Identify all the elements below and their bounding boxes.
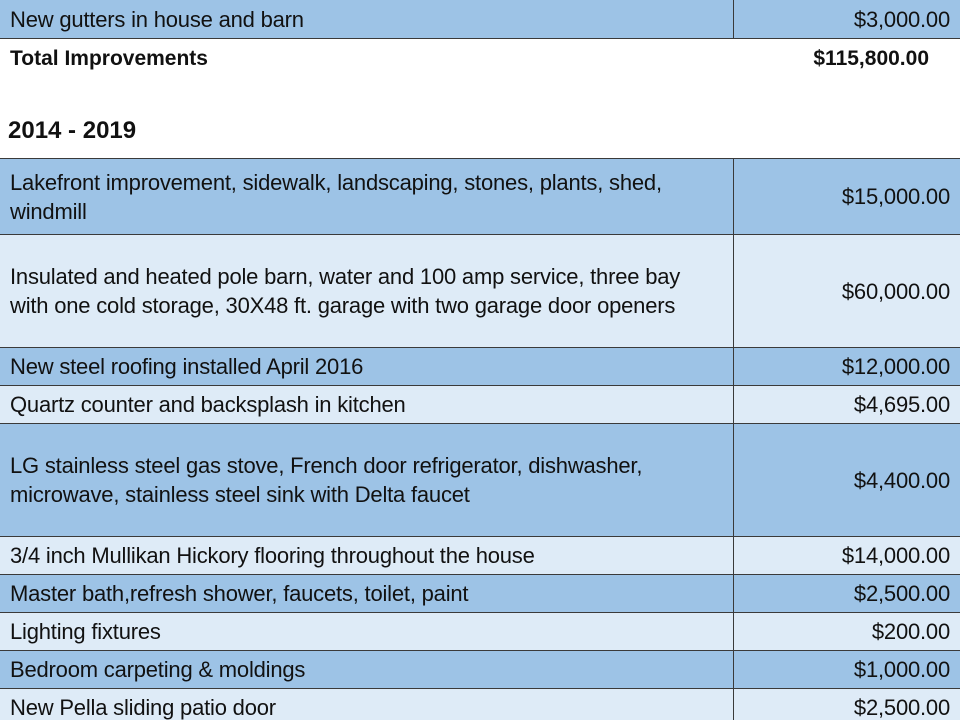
table-row-gutters: [0, 0, 960, 39]
table-row: [0, 348, 960, 386]
row-amount: $2,500.00: [733, 575, 960, 612]
row-description: New steel roofing installed April 2016: [10, 354, 364, 379]
table-row: [0, 158, 960, 235]
table-row: [0, 386, 960, 424]
row-description: 3/4 inch Mullikan Hickory flooring throughout the house: [10, 543, 535, 568]
row-description: New Pella sliding patio door: [10, 695, 276, 720]
row-description: Bedroom carpeting & moldings: [10, 657, 306, 682]
row-amount: $1,000.00: [733, 651, 960, 688]
total-improvements: [0, 39, 960, 81]
table-row: [0, 575, 960, 613]
total-amount: $115,800.00: [813, 47, 929, 70]
table-row: [0, 235, 960, 348]
row-amount: $14,000.00: [733, 537, 960, 574]
row-amount: $4,400.00: [733, 424, 960, 536]
row-description: New gutters in house and barn: [10, 6, 304, 32]
row-description: Insulated and heated pole barn, water and 100 amp service, three bay with one cold storage, 30X48 ft. garage with two garage door openers: [10, 264, 681, 318]
table-row: [0, 651, 960, 689]
row-amount: $15,000.00: [733, 159, 960, 234]
row-description: Quartz counter and backsplash in kitchen: [10, 392, 406, 417]
row-amount: $12,000.00: [733, 348, 960, 385]
total-label: Total Improvements: [10, 47, 208, 70]
table-row: [0, 424, 960, 537]
row-description: Master bath,refresh shower, faucets, toilet, paint: [10, 581, 469, 606]
table-row: [0, 537, 960, 575]
row-amount: $60,000.00: [733, 235, 960, 347]
section-heading: 2014 - 2019: [8, 117, 137, 144]
table-row: [0, 689, 960, 720]
row-description: Lakefront improvement, sidewalk, landscaping, stones, plants, shed, windmill: [10, 169, 662, 224]
row-amount: $3,000.00: [733, 0, 960, 38]
row-amount: $4,695.00: [733, 386, 960, 423]
row-description: Lighting fixtures: [10, 619, 161, 644]
row-amount: $2,500.00: [733, 689, 960, 720]
row-amount: $200.00: [733, 613, 960, 650]
row-description: LG stainless steel gas stove, French door refrigerator, dishwasher, microwave, stainless steel sink with Delta faucet: [10, 453, 643, 507]
table-row: [0, 613, 960, 651]
